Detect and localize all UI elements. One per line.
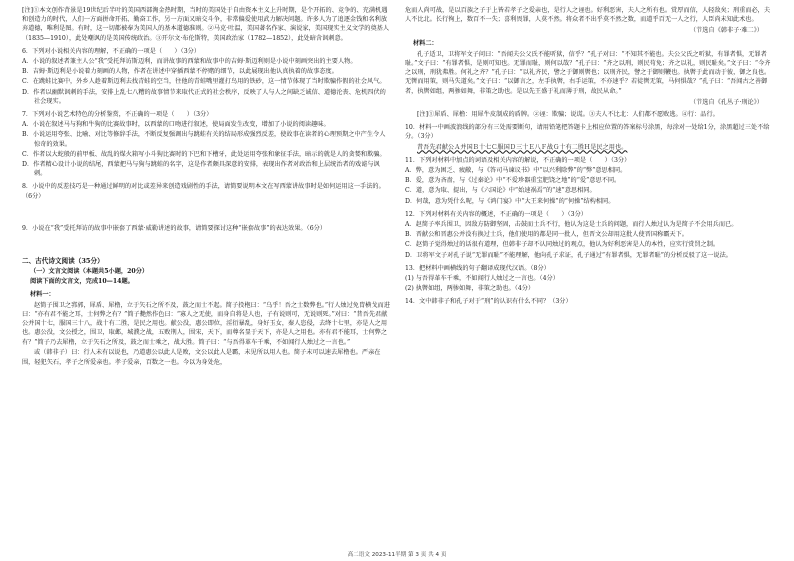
question-14: 14．文中韩非子和孔子对于“刑”的认识有什么不同？（3分） bbox=[405, 298, 572, 306]
material-2-label: 材料二： bbox=[413, 39, 438, 47]
page-footer: 高二语文 2023-11半期 第 3 页 共 4 页 bbox=[347, 552, 447, 558]
reading-instruction: 阅读下面的文言文，完成10—14题。 bbox=[30, 278, 134, 286]
q13-item-1: (1) 与吾得革车千乘，不如闻行人烛过之一言也。（4分） bbox=[405, 275, 559, 283]
right-column bbox=[405, 6, 773, 308]
q6-option-c: C．在跳蛙比赛中，外乡人趁着斯迈利去找青蛙的空当，往他的青蛙嘴里灌打鸟用的铁砂，这一情节体现了当时欺骗作假的社会风气。 bbox=[22, 78, 386, 86]
answer-space-8 bbox=[22, 202, 390, 220]
q6-option-b: B．吉姆·斯迈利是小说着力刻画的人物，作者在讲述中穿插西蒙不停赌的细节，以此展现出他认真执着的故事态度。 bbox=[22, 68, 338, 76]
left-column bbox=[22, 6, 390, 368]
q7-option-b: B．小说运用夸张、比喻、对比等修辞手法，不断反复强调出与跳蛙有关的结局形成强烈反差，使故事在读者的心理预期之中产生令人惊奇的效果。 bbox=[22, 131, 386, 148]
q12-option-a: A．赵简子率兵围卫，因敌方防御坚固，击鼓而士兵不行，他认为这是士兵的问题，而行人烛过认为是简子不会用兵而已。 bbox=[405, 221, 738, 229]
material-1-label: 材料一： bbox=[30, 290, 55, 298]
source-citation-1: （节选自《韩非子·难二》） bbox=[689, 27, 763, 35]
q11-option-d: D．何哉，意为凭什么呢，与《鸿门宴》中“大王来何操”的“何操”结构相同。 bbox=[405, 197, 615, 205]
q13-item-2: (2) 执辔如组，两骖如舞，非策之助也。（4分） bbox=[405, 285, 535, 293]
q6-option-a: A．小说的叙述者兼主人公“我”受托拜访斯迈利，而讲故事的西蒙和故事中的吉姆·斯迈利则是小说中刻画突出的主要人物。 bbox=[22, 58, 357, 66]
question-8: 8．小说中的反差技巧是一种通过鲜明的对比或差异来创造戏剧性的手法，请简要说明本文在写西蒙讲故事时是如何运用这一手法的。（6分） bbox=[22, 183, 385, 200]
passage-notes: [注]①犀盾、犀橹：用犀牛皮制成的盾牌。②诬：欺骗；说谎。③夫人不比北：人们都不愿败逃。④行：品行。 bbox=[417, 111, 719, 119]
material-1-commentary: 或（韩非子）曰：行人未有以说也，乃道惠公以此人是败，文公以此人是霸，未见所以用人也。简子未可以速去犀橹也。严亲在围，轻犯矢石，孝子之所爱亲也。孝子爱亲，百数之一也。今以为身处危， bbox=[22, 349, 381, 366]
q11-option-c: C．道，意为取、提出，与《六国论》中“始速祸焉”的“速”意思相同。 bbox=[405, 187, 596, 195]
q11-option-a: A．弊，意为困乏、疲敝，与《答司马谏议书》中“以兴利除弊”的“弊”意思相同。 bbox=[405, 167, 627, 175]
q7-option-a: A．小说在叙述马与狗和牛狗的比赛故事时，以西蒙的口吻进行叙述，使局面发生改变，增加了小说的阅读趣味。 bbox=[22, 121, 330, 129]
q12-option-c: C．赵简子觉得烛过的话很有道理，但韩非子却不认同烛过的观点，他认为好利恶害是人的本性，应实行赏罚之制。 bbox=[405, 241, 720, 249]
question-7: 7．下列对小说艺术特色的分析鉴赏，不正确的一项是（ ）（3分） bbox=[22, 111, 213, 119]
question-9: 9．小说在“我”受托拜访的故事中嵌套了西蒙·威勒讲述的故事，请简要探讨这种“嵌套故事”的表达效果。（6分） bbox=[22, 224, 327, 232]
material-2-passage: 孔子适卫，卫将军文子问曰：“吾闻夫公父氏不能听狱，信乎？”孔子对曰：“不知其不能也。夫公父氏之听狱，有罪者惧，无罪者耻。”文子曰：“有罪者惧，是则可知也。无罪而耻，则何以哉？”孔子曰：“齐之以刑，则民苟免；齐之以礼，则民耻矣。”文子曰：“今齐之以刑，刑犹弗胜。何礼之齐？”孔子曰：“以礼齐民，譬之于御则辔也；以刑齐民，譬之于御则鞭也。执辔于此而动于彼，御之良也。无辔而用策，则马失道矣。”文子曰：“以御言之，左手执辔，右手运策，不亦速乎？若徒辔无策，马何惧哉？”孔子曰：“吾闻古之善御者，执辔如组，两骖如舞，非策之助也。是以先王盛于礼而薄于刑，故民从命。” bbox=[405, 50, 771, 95]
question-10: 10．材料一中画波浪线的部分有三处需要断句，请用铅笔把答题卡上相应位置的答案标号涂黑，每涂对一处给1分，涂黑超过三处不给分。（3分） bbox=[405, 124, 770, 141]
material-1-continued: 危而人尚可战，是以百族之子于上皆若孝子之爱亲也，是行人之诬也。好利恶害，夫人之所有也。赏厚而信，人轻敌矣；刑重而必，夫人不比北。长行徇上，数百不一失；喜利畏罪，人莫不然。将众者不出乎莫不然之数，而道乎百无一人之行，人臣尚未知此术也。 bbox=[405, 7, 771, 24]
q7-option-c: C．作者以大蛇般的前甲板、故乱的煤火箱写小斗狗比赛时的下巴和下槽牙，此处运用夸张和象征手法，暗示的就是人的贪婪和欺骗。 bbox=[22, 150, 386, 158]
question-11: 11．下列对材料中加点的词语及相关内容的解说，不正确的一项是（ ）（3分） bbox=[405, 156, 631, 164]
answer-space-9 bbox=[22, 234, 390, 252]
q7-option-d: D．作者精心设计小说的结尾，西蒙把马与狗与跳蛙的名字，这是作者颇具深意的安排，表现出作者对政治和上层统治者的戏谑与讽刺。 bbox=[22, 161, 380, 178]
q11-option-b: B．爱，意为吝啬，与《过秦论》中“不爱珍器重宝肥饶之地”的“爱”意思不同。 bbox=[405, 177, 621, 185]
q12-option-d: D．卫将军文子对孔子说“无罪而耻”不能理解，他向孔子求证，孔子通过“有罪者惧，无罪者耻”的分析反驳了这一说法。 bbox=[405, 251, 732, 259]
q12-option-b: B．晋献公和晋惠公并没有换过士兵，他们使用的都是同一批人，但晋文公却用这批人使晋国称霸天下。 bbox=[405, 231, 688, 239]
section-heading-classical: 二、古代诗文阅读（35分） bbox=[22, 257, 104, 266]
q6-option-d: D．作者以幽默讽刺的手法，安排上乱七八糟的故事情节来取代正式的社会秩序，反映了人与人之间缺乏诚信、道德沦丧、危机四伏的社会现实。 bbox=[22, 88, 386, 105]
question-13: 13．把材料中画横线的句子翻译成现代汉语。（8分） bbox=[405, 264, 550, 272]
subsection-heading: （一）文言文阅读（本题共5小题，20分） bbox=[30, 268, 149, 276]
source-citation-2: （节选自《孔丛子·刑论》） bbox=[689, 98, 763, 106]
q10-sentence: 昔吾先君献公Ａ并国Ｂ十七Ｃ服国Ｄ三十Ｅ八Ｆ战Ｇ十有二胜Ｈ是民之用也。 bbox=[417, 143, 628, 151]
question-6: 6．下列对小说相关内容的理解，不正确的一项是（ ）（3分） bbox=[22, 47, 201, 55]
question-12: 12．下列对材料有关内容的概述，不正确的一项是（ ）（3分） bbox=[405, 210, 587, 218]
story-footnote: [注]①本文创作背景是19世纪后半叶的美国西部淘金热时期，当时的美国处于自由资本主义上升时期，是个开拓的、竞争的、充满机遇和创造力的时代，人们一方面拼命开拓、勤奋工作，另一方面又暗交斗争，非常偏爱使用武力解决问题。许多人为了追逐金钱和名利放弃道德，唯利是图。有时，这一切都被奉为美国人的基本道德准则。②马克·吐温，美国著名作家、演说家，美国现实主义文学的奠基人（1835—1910），此处嘲讽的是美国传统政治。③开尔文·布伦斯特，美国政治家（1782—1852），此处暗含讽刺意。 bbox=[22, 7, 390, 42]
material-1-passage: 赵简子围卫之郛郭，犀盾、犀橹，立于矢石之所不及，鼓之而士不起。简子投枹曰：“乌乎！吾之士数弊也。”行人烛过免胄横戈而进曰：“亦有君不能之耳，士何弊之有？”简子艴然作色曰：“寡人之无使，而身自将是人也，子有说则可，无说则死。”对曰：“昔吾先君献公并国十七，服国三十八，战十有二胜，是民之用也。献公没，惠公即位，淫衍暴乱，身好玉女，秦人恣侵，去绛十七里，亦是人之用也。惠公没，文公授之，围卫，取邺，城濮之战，五败荆人，围宋，天下，而尊名显于天下，亦是人之用也。亦有君不能耳，士何弊之有？”简子乃去犀橹，立于矢石之所及，鼓之而士乘之，战大胜。简子曰：“与吾得革车千乘，不如闻行人烛过之一言也。” bbox=[22, 301, 390, 346]
